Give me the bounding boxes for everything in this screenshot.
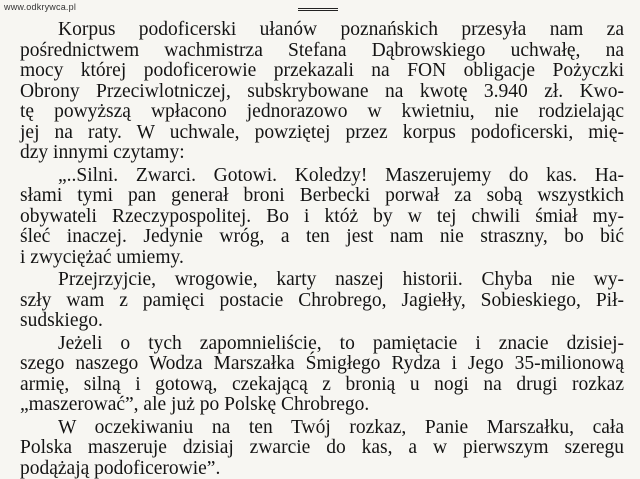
text-line: słami tymi pan generał broni Berbecki porwał za sobą wszystkich: [20, 186, 624, 207]
paragraph-quote-1: [20, 166, 624, 269]
article-body: [20, 20, 624, 479]
text-line: mocy której podoficerowie przekazali na FON obligacje Pożyczki: [20, 61, 624, 82]
text-line: śleć inaczej. Jedynie wróg, a ten jest nam nie straszny, bo bić: [20, 227, 624, 248]
text-line: armię, silną i gotową, czekającą z bronią u nogi na drugi rozkaz: [20, 375, 624, 396]
paragraph-intro: [20, 20, 624, 164]
text-line: Polska maszeruje dzisiaj zwarcie do kas, a w pierwszym szeregu: [20, 438, 624, 459]
text-line: Przejrzyjcie, wrogowie, karty naszej historii. Chyba nie wy-: [20, 270, 624, 291]
text-line: jej na raty. W uchwale, powziętej przez korpus podoficerski, mię-: [20, 123, 624, 144]
text-line: tę powyższą wpłacono jednorazowo w kwietniu, nie rodzielając: [20, 102, 624, 123]
paragraph-quote-3: [20, 334, 624, 416]
text-line: obywateli Rzeczypospolitej. Bo i któż by w tej chwili śmiał my-: [20, 207, 624, 228]
paragraph-quote-4: [20, 418, 624, 479]
text-line: Jeżeli o tych zapomnieliście, to pamiętacie i znacie dzisiej-: [20, 334, 624, 355]
text-line: szły wam z pamięci postacie Chrobrego, Jagiełły, Sobieskiego, Pił-: [20, 291, 624, 312]
text-line: „..Silni. Zwarci. Gotowi. Koledzy! Maszerujemy do kas. Ha-: [20, 166, 624, 187]
text-line: „maszerować”, ale już po Polskę Chrobrego.: [20, 395, 624, 416]
text-line: dzy innymi czytamy:: [20, 143, 624, 164]
text-line: podążają podoficerowie”.: [20, 459, 624, 479]
text-line: szego naszego Wodza Marszałka Śmigłego Rydza i Jego 35-milionową: [20, 354, 624, 375]
text-line: i zwyciężać umiemy.: [20, 248, 624, 269]
watermark: www.odkrywca.pl: [4, 2, 76, 12]
text-line: sudskiego.: [20, 311, 624, 332]
text-line: Obrony Przeciwlotniczej, subskrybowane na kwotę 3.940 zł. Kwo-: [20, 82, 624, 103]
text-line: pośrednictwem wachmistrza Stefana Dąbrowskiego uchwałę, na: [20, 41, 624, 62]
text-line: Korpus podoficerski ułanów poznańskich przesyła nam za: [20, 20, 624, 41]
text-line: W oczekiwaniu na ten Twój rozkaz, Panie Marszałku, cała: [20, 418, 624, 439]
paragraph-quote-2: [20, 270, 624, 332]
section-divider: [298, 8, 338, 11]
